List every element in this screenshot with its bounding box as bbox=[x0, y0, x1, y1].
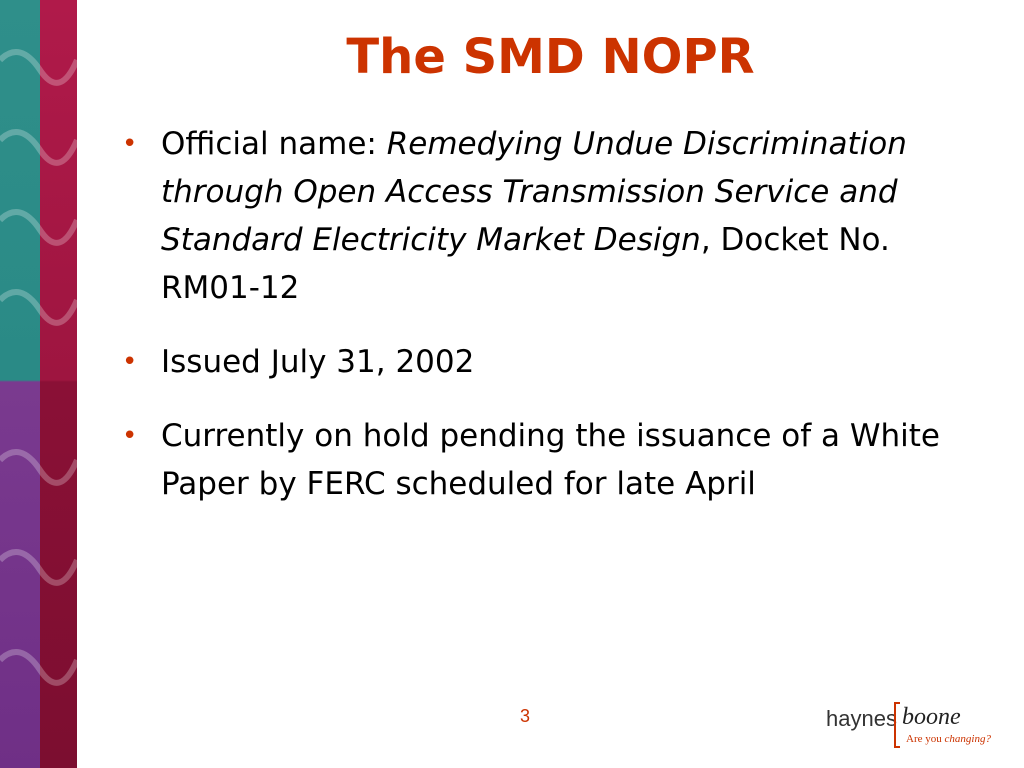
decorative-side-stripes bbox=[0, 0, 77, 768]
logo-word-haynes: haynes bbox=[826, 706, 897, 731]
bullet-dot-icon: • bbox=[122, 129, 138, 159]
logo-tagline bbox=[906, 733, 991, 745]
tagline-prefix: Are you bbox=[906, 733, 945, 745]
stripe-wave-pattern bbox=[0, 0, 77, 768]
bullet-prefix: Official name: bbox=[161, 126, 387, 162]
bullet-suffix: , Docket No. RM01-12 bbox=[161, 222, 890, 306]
bullet-dot-icon: • bbox=[122, 421, 138, 451]
bullet-issued-date bbox=[118, 338, 978, 386]
page-number: 3 bbox=[519, 706, 530, 726]
logo-word-boone: boone bbox=[902, 704, 961, 730]
bullet-text: Currently on hold pending the issuance of a White Paper by FERC scheduled for late April bbox=[161, 418, 940, 502]
slide-title: The SMD NOPR bbox=[346, 29, 755, 85]
logo-bracket bbox=[894, 702, 900, 748]
haynes-boone-logo bbox=[826, 700, 1006, 752]
bullet-status bbox=[118, 412, 978, 508]
tagline-emphasis: changing? bbox=[944, 733, 991, 745]
bullet-list bbox=[118, 120, 978, 534]
bullet-text: Issued July 31, 2002 bbox=[161, 344, 475, 380]
bullet-dot-icon: • bbox=[122, 347, 138, 377]
bullet-official-name bbox=[118, 120, 978, 312]
bullet-italic-title: Remedying Undue Discrimination through Open Access Transmission Service and Standard Electricity Market Design bbox=[161, 126, 907, 258]
